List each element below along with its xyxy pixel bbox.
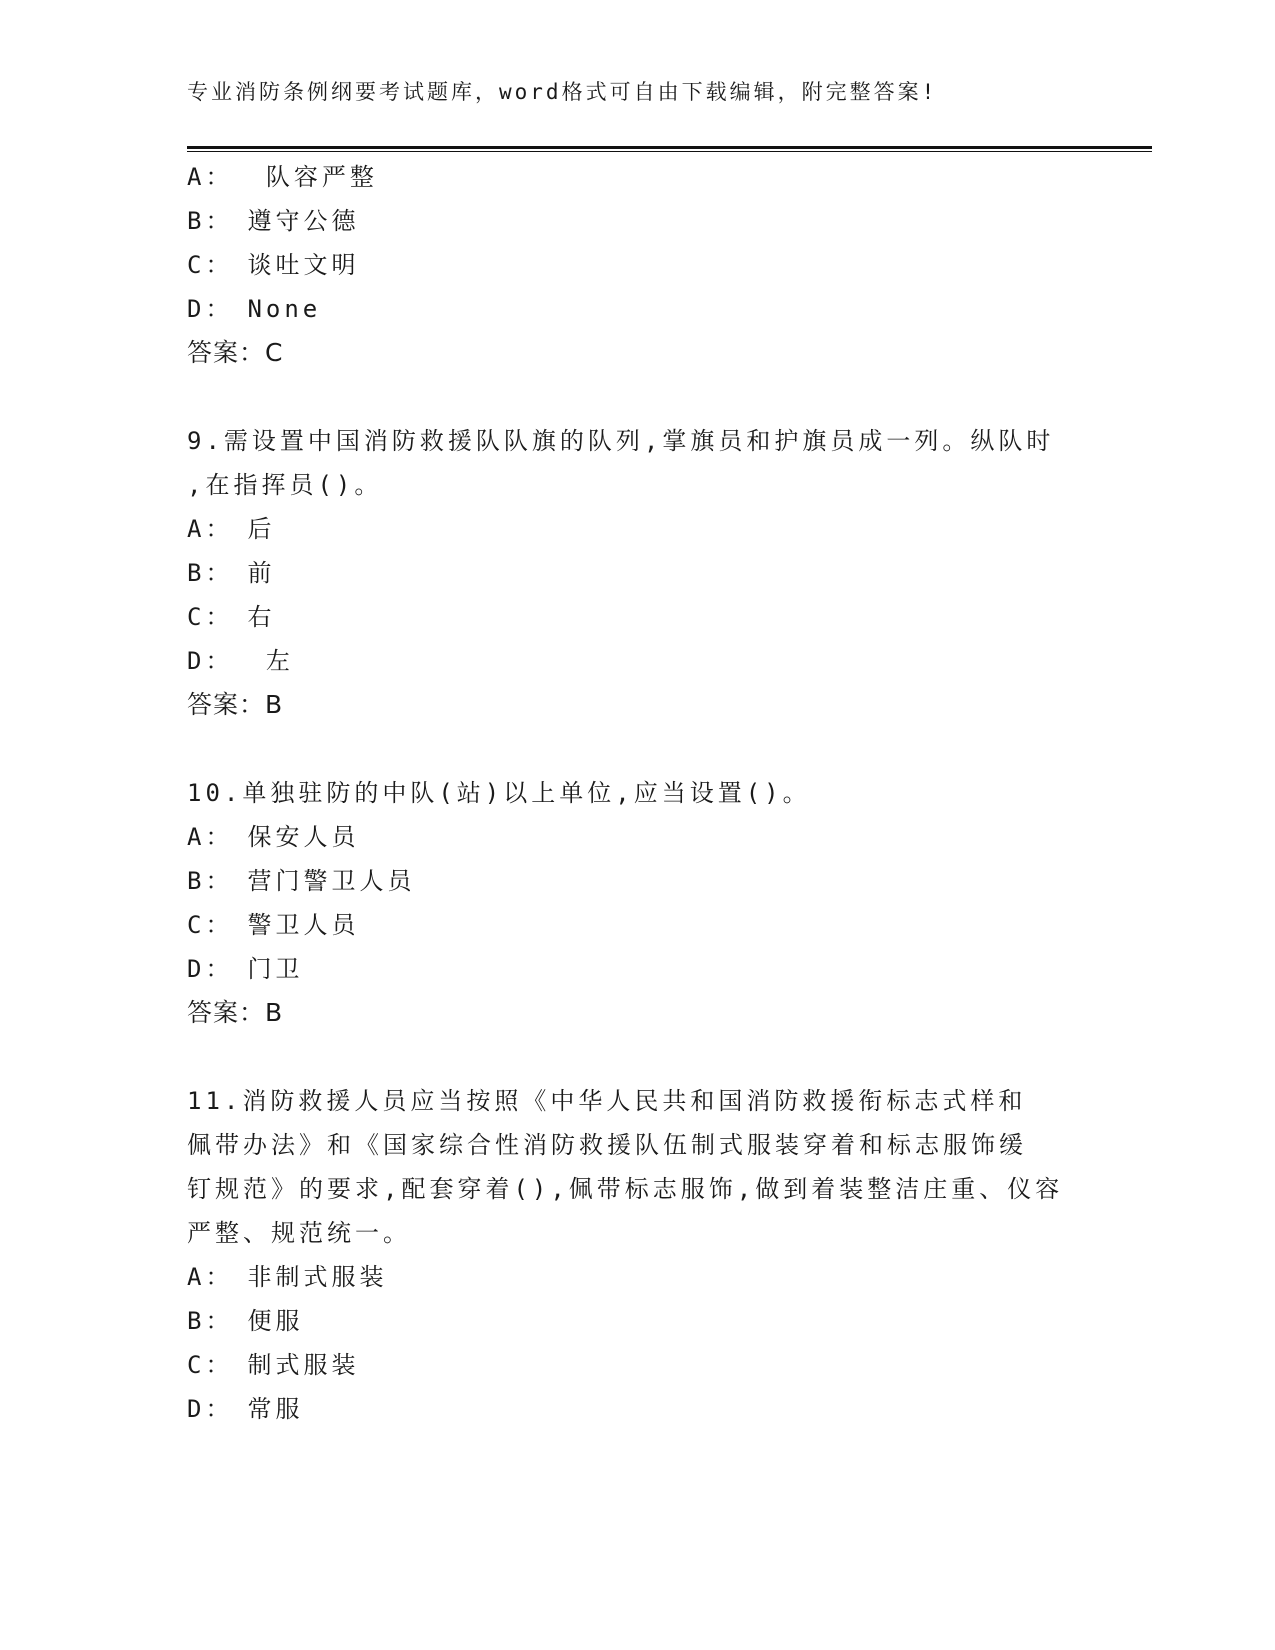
option-c: [187, 250, 359, 280]
option-label: B：: [187, 867, 234, 895]
option-d: [187, 1394, 303, 1424]
option-a: [187, 1262, 387, 1292]
option-c: [187, 910, 359, 940]
option-text: 后: [247, 515, 276, 543]
option-label: C：: [187, 603, 234, 631]
option-c: [187, 1350, 359, 1380]
option-a: [187, 514, 275, 544]
option-label: A：: [187, 515, 234, 543]
option-b: [187, 1306, 303, 1336]
option-text: None: [247, 295, 322, 323]
answer: 答案：B: [187, 690, 284, 719]
option-d: [187, 646, 294, 676]
question-text-line: 10.单独驻防的中队(站)以上单位,应当设置()。: [187, 779, 811, 807]
option-text: 左: [247, 647, 294, 675]
option-text: 制式服装: [247, 1351, 360, 1379]
question-text-line: 严整、规范统一。: [187, 1219, 411, 1247]
option-d: [187, 294, 321, 324]
option-label: D：: [187, 1395, 234, 1423]
option-label: A：: [187, 1263, 234, 1291]
option-a: [187, 162, 378, 192]
option-c: [187, 602, 275, 632]
option-label: C：: [187, 911, 234, 939]
option-b: [187, 558, 275, 588]
option-label: A：: [187, 823, 234, 851]
question-text-line: 佩带办法》和《国家综合性消防救援队伍制式服装穿着和标志服饰缓: [187, 1131, 1027, 1159]
question-text-line: 钉规范》的要求,配套穿着(),佩带标志服饰,做到着装整洁庄重、仪容: [187, 1175, 1064, 1203]
option-label: C：: [187, 251, 234, 279]
option-text: 便服: [247, 1307, 304, 1335]
option-text: 右: [247, 603, 276, 631]
option-text: 前: [247, 559, 276, 587]
option-label: B：: [187, 559, 234, 587]
option-d: [187, 954, 303, 984]
option-text: 谈吐文明: [247, 251, 360, 279]
option-a: [187, 822, 359, 852]
option-text: 保安人员: [247, 823, 360, 851]
option-text: 队容严整: [247, 163, 378, 191]
option-label: C：: [187, 1351, 234, 1379]
option-text: 非制式服装: [247, 1263, 388, 1291]
option-b: [187, 866, 415, 896]
option-label: A：: [187, 163, 234, 191]
option-b: [187, 206, 359, 236]
question-text-line: ,在指挥员()。: [187, 471, 383, 499]
answer: 答案：B: [187, 998, 284, 1027]
document-header: 专业消防条例纲要考试题库，word格式可自由下载编辑，附完整答案!: [187, 80, 938, 104]
option-label: D：: [187, 647, 234, 675]
option-text: 遵守公德: [247, 207, 360, 235]
option-text: 营门警卫人员: [247, 867, 416, 895]
question-text-line: 9.需设置中国消防救援队队旗的队列,掌旗员和护旗员成一列。纵队时: [187, 427, 1055, 455]
option-label: B：: [187, 1307, 234, 1335]
option-text: 常服: [247, 1395, 304, 1423]
header-divider: [187, 146, 1152, 152]
option-label: B：: [187, 207, 234, 235]
option-text: 警卫人员: [247, 911, 360, 939]
option-text: 门卫: [247, 955, 304, 983]
answer: 答案：C: [187, 338, 284, 367]
question-text-line: 11.消防救援人员应当按照《中华人民共和国消防救援衔标志式样和: [187, 1087, 1027, 1115]
option-label: D：: [187, 295, 234, 323]
option-label: D：: [187, 955, 234, 983]
